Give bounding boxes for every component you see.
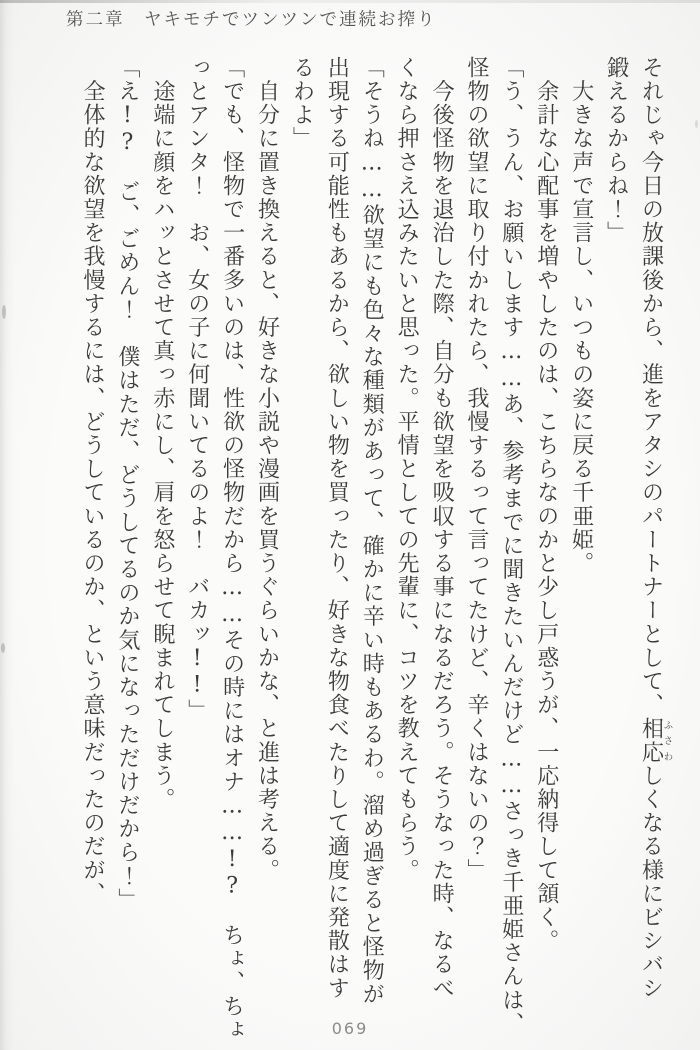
text-column: くなら押さえ込みたいと思った。平情としての先輩に、コツを教えてもらう。: [394, 56, 420, 882]
text-column: 途端に顔をハッとさせて真っ赤にし、肩を怒らせて睨まれてしまう。: [149, 56, 175, 812]
text-column: 鍛えるからね！」: [603, 56, 629, 245]
ruby-base: 相応: [638, 716, 664, 765]
page-number: 069: [331, 1019, 369, 1038]
text-column: っとアンタ！ お、女の子に何聞いてるのよ！ バカッ!!」: [184, 56, 210, 723]
text-column: 今後怪物を退治した際、自分も欲望を吸収する事になるだろう。そうなった時、なるべ: [429, 56, 455, 1000]
text-column: るわよ」: [289, 56, 315, 151]
text-column: 全体的な欲望を我慢するには、どうしているのか、という意味だったのだが、: [80, 56, 105, 906]
text-column: [633, 56, 672, 1006]
scan-edge-artifact: [0, 0, 700, 3]
text-run: しくなる様にビシバシ: [638, 764, 664, 1001]
text-column: 大きな声で宣言し、いつもの姿に戻る千亜姫。: [568, 56, 594, 576]
ruby-annotation: [638, 716, 673, 765]
scan-speck: [1, 643, 5, 653]
text-column: 余計な心配事を増やしたのは、こちらなのかと少し戸惑うが、一応納得して頷く。: [533, 56, 559, 953]
text-column: 出現する可能性もあるから、欲しい物を買ったり、好きな物食べたりして適度に発散はす: [324, 56, 350, 1000]
text-column: 自分に置き換えると、好きな小説や漫画を買うぐらいかな、と進は考える。: [254, 56, 280, 882]
text-column: 「でも、怪物で一番多いのは、性欲の怪物だから……その時にはオナ……!? ちょ、ちょ: [219, 56, 245, 1042]
text-run: それじゃ今日の放課後から、進をアタシのパートナーとして、: [638, 56, 664, 717]
text-column: 「え!? ご、ごめん！ 僕はただ、どうしてるのか気になっただけだから！」: [114, 56, 140, 912]
ruby-furigana: ふさわ: [661, 716, 673, 764]
text-column: 「う、うん、お願いします……あ、参考までに聞きたいんだけど……さっき千亜姫さんは、: [498, 56, 524, 1036]
chapter-header: 第二章 ヤキモチでツンツンで連続お搾り: [66, 10, 437, 30]
text-column: 怪物の欲望に取り付かれたら、我慢するって言ってたけど、辛くはないの？」: [463, 56, 489, 882]
scan-speck: [695, 120, 698, 128]
text-column: 「そうね……欲望にも色々な種類があって、確かに辛い時もあるわ。溜め過ぎると怪物が: [359, 56, 385, 1006]
scan-speck: [2, 305, 6, 319]
